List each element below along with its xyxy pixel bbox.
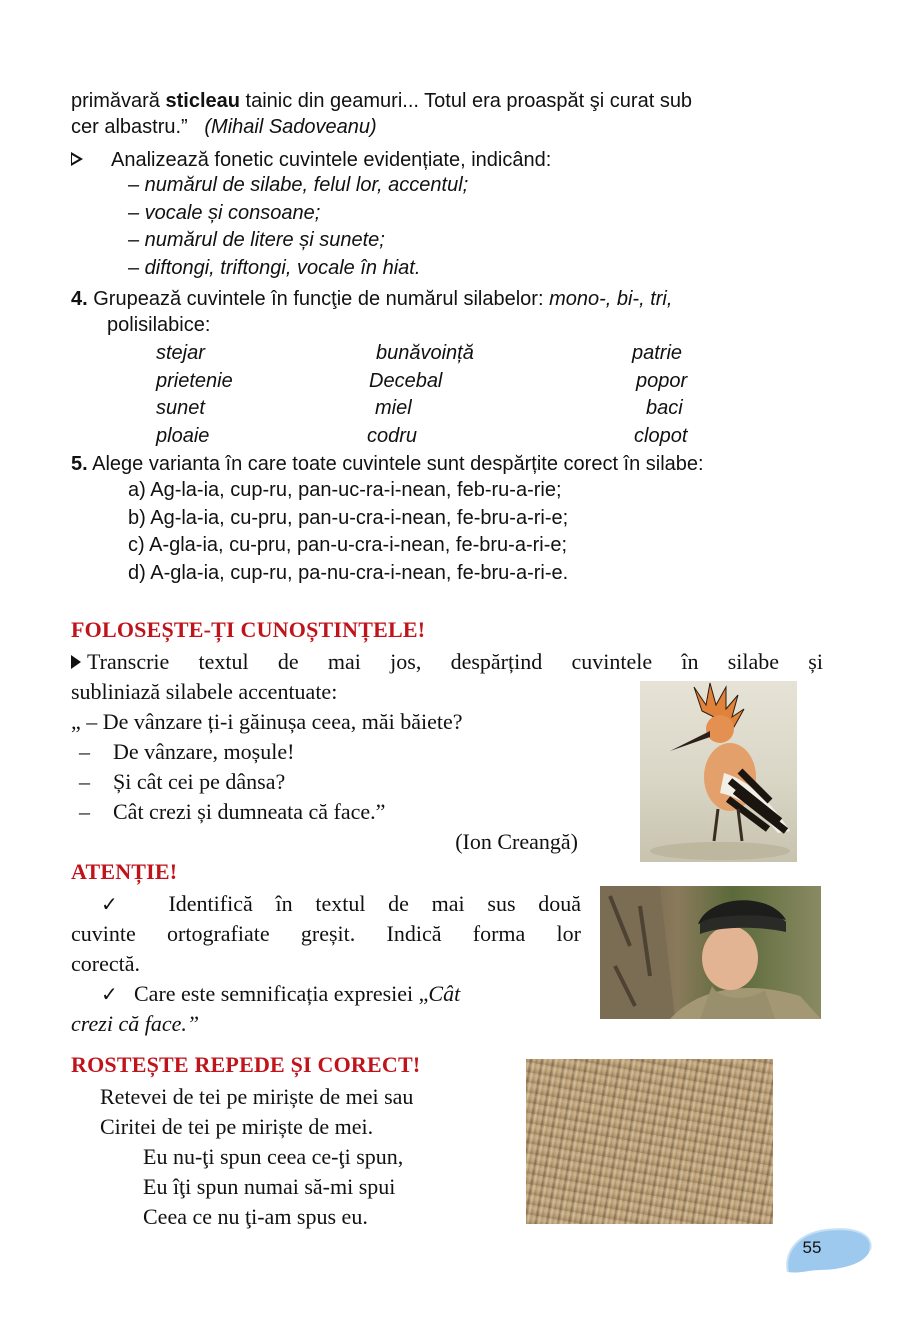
task-3-instruction: Analizează fonetic cuvintele evidențiate, indicând: bbox=[71, 147, 823, 173]
task-5-instruction: 5. Alege varianta în care toate cuvintele sunt despărțite corect în silabe: bbox=[71, 453, 704, 475]
hoopoe-bird-photo bbox=[640, 681, 797, 862]
tongue-twister-line: Ciritei de tei pe miriște de mei. bbox=[100, 1114, 374, 1139]
section-heading-tongue-twister: ROSTEȘTE REPEDE ȘI CORECT! bbox=[71, 1052, 421, 1077]
tongue-twister bbox=[100, 1082, 520, 1232]
section-heading-attention: ATENȚIE! bbox=[71, 859, 178, 884]
dialogue-author: (Ion Creangă) bbox=[455, 829, 578, 854]
table-row: prietenie Decebal popor bbox=[156, 369, 688, 392]
task-3 bbox=[71, 147, 823, 282]
highlighted-word: sticleau bbox=[165, 90, 240, 112]
list-item: – vocale și consoane; bbox=[128, 201, 321, 224]
page-number: 55 bbox=[802, 1238, 822, 1257]
quote-author: (Mihail Sadoveanu) bbox=[204, 116, 377, 138]
task-4 bbox=[71, 286, 823, 338]
page-number-badge bbox=[780, 1226, 874, 1276]
list-item: – diftongi, triftongi, vocale în hiat. bbox=[128, 256, 421, 279]
arrow-bullet-icon bbox=[71, 152, 85, 166]
syllable-word-grid bbox=[156, 340, 716, 450]
tongue-twister-line: Eu nu-ţi spun ceea ce-ţi spun, bbox=[143, 1144, 404, 1169]
tongue-twister-line: Ceea ce nu ţi-am spus eu. bbox=[143, 1204, 368, 1229]
boy-by-tree-illustration bbox=[600, 886, 821, 1019]
task-4-instruction-line-2: polisilabice: bbox=[107, 314, 211, 336]
check-icon: ✓ bbox=[101, 982, 118, 1006]
field-texture bbox=[526, 1059, 773, 1224]
dialogue-line: – Cât crezi și dumneata că face.” bbox=[79, 799, 386, 824]
list-item: – numărul de silabe, felul lor, accentul; bbox=[128, 174, 469, 196]
task-number: 5. bbox=[71, 453, 88, 475]
answer-option-c: c) A-gla-ia, cu-pru, pan-u-cra-i-nean, fe-bru-a-ri-e; bbox=[128, 534, 568, 556]
dialogue-line: „ – De vânzare ți-i găinușa ceea, măi băiete? bbox=[71, 709, 463, 734]
attention-item-2: ✓ Care este semnificația expresiei „Cât bbox=[71, 979, 581, 1009]
boy-by-tree-photo bbox=[600, 886, 821, 1019]
table-row: ploaie codru clopot bbox=[156, 424, 688, 447]
dialogue-line: – Și cât cei pe dânsa? bbox=[79, 769, 286, 794]
list-item: – numărul de litere și sunete; bbox=[128, 229, 385, 251]
attention-item-1: ✓ Identifică în textul de mai sus două bbox=[71, 889, 581, 919]
answer-option-a: a) Ag-la-ia, cup-ru, pan-uc-ra-i-nean, feb-ru-a-rie; bbox=[128, 479, 562, 501]
table-row: stejar bunăvoință patrie bbox=[156, 342, 683, 364]
intro-quote bbox=[71, 88, 823, 140]
stubble-field-photo bbox=[526, 1059, 773, 1224]
answer-option-b: b) Ag-la-ia, cu-pru, pan-u-cra-i-nean, fe-bru-a-ri-e; bbox=[128, 506, 569, 529]
intro-line-2: cer albastru.” (Mihail Sadoveanu) bbox=[71, 116, 377, 138]
tongue-twister-line: Eu îţi spun numai să-mi spui bbox=[143, 1174, 396, 1199]
table-row: sunet miel baci bbox=[156, 397, 683, 419]
dialogue-line: – De vânzare, moșule! bbox=[79, 739, 295, 764]
tongue-twister-line: Retevei de tei pe miriște de mei sau bbox=[100, 1084, 414, 1109]
task-5 bbox=[71, 451, 831, 587]
hoopoe-bird-illustration bbox=[640, 681, 797, 862]
task-5-options bbox=[71, 477, 831, 587]
task-4-instruction: 4. Grupează cuvintele în funcţie de numărul silabelor: mono-, bi-, tri, bbox=[71, 288, 673, 310]
answer-option-d: d) A-gla-ia, cup-ru, pa-nu-cra-i-nean, fe-bru-a-ri-e. bbox=[128, 561, 569, 584]
check-icon: ✓ bbox=[101, 892, 118, 916]
section-use-instruction: Transcrie textul de mai jos, despărțind cuvintele în silabe și subliniază silabele accentuate: bbox=[71, 649, 823, 704]
attention-tasks: ✓ Identifică în textul de mai sus două cuvinte ortografiate greșit. Indică forma lor corectă. ✓ Care este semnificația expresiei „Cât crezi că face.” bbox=[71, 891, 582, 1036]
arrow-bullet-icon bbox=[71, 655, 81, 669]
task-3-list bbox=[71, 172, 823, 282]
section-heading-use-knowledge: FOLOSEȘTE-ȚI CUNOȘTINȚELE! bbox=[71, 617, 426, 642]
intro-line-1: primăvară sticleau tainic din geamuri... Totul era proaspăt şi curat sub bbox=[71, 90, 693, 112]
task-number: 4. bbox=[71, 288, 88, 310]
dialogue bbox=[71, 707, 591, 857]
